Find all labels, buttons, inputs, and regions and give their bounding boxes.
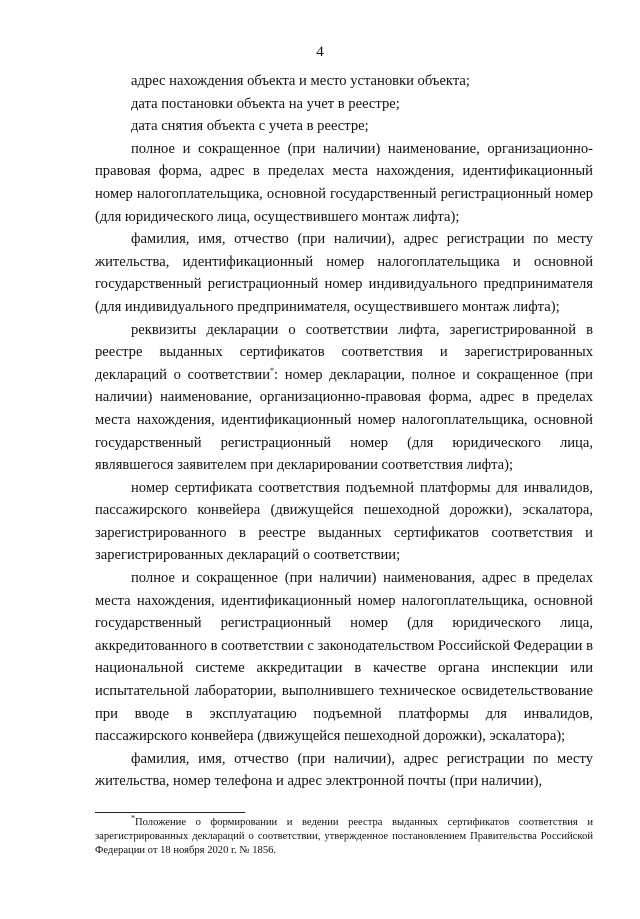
paragraph-individual-installer: фамилия, имя, отчество (при наличии), адрес регистрации по месту жительства, идентификационный номер налогоплательщика и основной государственный регистрационный номер индивидуального предпринимателя (для индивидуального предпринимателя, осуществившего монтаж лифта); <box>95 231 593 315</box>
paragraph-object-address: адрес нахождения объекта и место установки объекта; <box>131 73 470 89</box>
document-body <box>95 70 593 793</box>
page-number: 4 <box>316 44 324 60</box>
paragraph-registration-date: дата постановки объекта на учет в реестре; <box>131 95 400 112</box>
footnote-divider <box>95 812 245 813</box>
paragraph-legal-entity-installer: полное и сокращенное (при наличии) наименование, организационно-правовая форма, адрес в пределах места нахождения, идентификационный номер налогоплательщика, основной государственный регистрационный номер (для юридического лица, осуществившего монтаж лифта); <box>95 140 593 225</box>
paragraph-person-contacts: фамилия, имя, отчество (при наличии), адрес регистрации по месту жительства, номер телефона и адрес электронной почты (при наличии), <box>95 750 593 790</box>
footnote <box>95 813 593 857</box>
paragraph-deregistration-date: дата снятия объекта с учета в реестре; <box>131 118 369 135</box>
paragraph-certificate-number: номер сертификата соответствия подъемной платформы для инвалидов, пассажирского конвейера (движущейся пешеходной дорожки), эскалатора, зарегистрированного в реестре выданных сертификатов соответствия и зарегистрированных деклараций о соответствии; <box>95 479 593 564</box>
footnote-reference-mark: * <box>270 365 275 375</box>
declaration-text-part1: реквизиты декларации о соответствии лифта, зарегистрированной в реестре выданных сертификатов соответствия и зарегистрированных деклараций о соответствии <box>95 321 593 383</box>
footnote-mark: * <box>131 813 135 823</box>
paragraph-declaration-details <box>95 319 593 477</box>
paragraph-inspection-body: полное и сокращенное (при наличии) наименования, адрес в пределах места нахождения, идентификационный номер налогоплательщика, основной государственный регистрационный номер (для юридического лица, аккредитованного в соответствии с законодательством Российской Федерации в национальной системе аккредитации в качестве органа инспекции или испытательной лаборатории, выполнившего техническое освидетельствование при вводе в эксплуатацию подъемной платформы для инвалидов, пассажирского конвейера (движущейся пешеходной дорожки), эскалатора); <box>95 570 593 745</box>
footnote-text: Положение о формировании и ведении реестра выданных сертификатов соответствия и зарегистрированных деклараций о соответствии, утвержденное постановлением Правительства Российской Федерации от 18 ноября 2020 г. № 1856. <box>95 817 593 856</box>
declaration-text-part2: : номер декларации, полное и сокращенное (при наличии) наименование, организационно-правовая форма, адрес в пределах места нахождения, идентификационный номер налогоплательщика, основной государственный регистрационный номер (для юридического лица, являвшегося заявителем при декларировании соответствия лифта); <box>95 366 593 474</box>
